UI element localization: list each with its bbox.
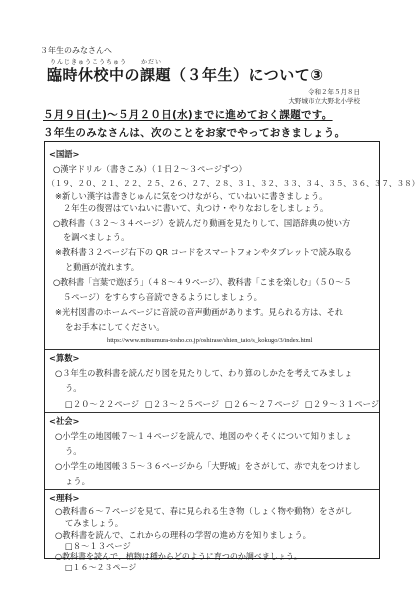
section-divider [45,412,379,413]
dictionary-item-line2: を調べましょう。 [63,232,130,242]
kanji-drill-pages: （１９、２０、２１、２２、２５、２６、２７、２８、３１、３２、３３、３４、３５、３６、３７、３８） [47,179,420,188]
section-science-header: <理科> [49,493,80,503]
science-check-1[interactable]: □８～１３ページ [65,541,131,551]
map-item-line1: ○小学生の地図帳７～１４ページを読んで、地図のやくそくについて知りましょ [55,431,353,441]
kanji-drill-item: ○漢字ドリル（書きこみ）（１日２～３ページずつ） [53,164,247,174]
section-divider [45,349,379,350]
audio-note-line1: ※光村図書のホームページに音読の音声動画があります。見られる方は、それ [55,307,344,317]
section-social-header: <社会> [49,416,80,426]
map-item-line2: う。 [65,446,82,456]
division-item-line1: ○３年生の教科書を読んだり図を見たりして、わり算のしかたを考えてみましょ [55,368,353,378]
math-check-4[interactable]: □２９～３１ページ [305,399,380,409]
kanji-note-1: ※新しい漢字は書きじゅんに気をつけながら、ていねいに書きましょう。 [55,191,328,201]
onojo-item-line1: ○小学生の地図帳３５～３６ページから「大野城」をさがして、赤で丸をつけまし [55,461,361,471]
math-check-3[interactable]: □２６～２７ページ [225,399,300,409]
dictionary-item-line1: ○教科書（３２～３４ページ）を読んだり動画を見たりして、国語辞典の使い方 [53,218,351,228]
title-ruby: りんじきゅうこうちゅう かだい [50,59,163,66]
section-divider [45,489,379,490]
onojo-item-line2: ょう。 [65,476,90,486]
spring-creatures-line2: てみましょう。 [65,518,124,528]
issue-date: 令和２年５月８日 [308,88,360,96]
assignment-box [44,141,420,572]
lead-period: ５月９日(土)～５月２０日(水)までに進めておく課題です。 [43,109,333,121]
mitsumura-link[interactable]: https://www.mitsumura-tosho.co.jp/oshirase/shien_taio/s_kokugo/3/index.html [107,337,313,344]
audio-note-line2: をお手本にしてください。 [65,322,165,332]
greeting: ３年生のみなさんへ [40,46,112,55]
section-japanese-header: <国語> [49,149,80,159]
kanji-note-2: ２年生の復習はていねいに書いて、丸つけ・やりなおしをしましょう。 [63,203,329,213]
science-check-2[interactable]: □１６～２３ページ [65,563,137,572]
school-name: 大野城市立大野北小学校 [288,97,360,105]
qr-note-line1: ※教科書３２ページ右下の QR コードをスマートフォンやタブレットで読み取る [55,247,352,257]
spring-creatures-line1: ○教科書６～７ページを見て、春に見られる生き物（しょく物や動物）をさがし [55,506,353,516]
qr-note-line2: と動画が流れます。 [65,262,140,272]
section-math-header: <算数> [49,353,80,363]
lead-instruction: ３年生のみなさんは、次のことをお家でやっておきましょう。 [43,127,346,139]
reading-item-line2: ５ページ）をすらすら音読できるようにしましょう。 [63,292,262,302]
science-intro-item: ○教科書を読んで、これからの理科の学習の進め方を知りましょう。 [55,530,311,540]
plant-growth-item: ○教科書を読んで、植物は種からどのように育つのか調べましょう。 [55,552,302,561]
math-check-1[interactable]: □２０～２２ページ [65,399,140,409]
division-item-line2: う。 [65,383,82,393]
page-title: 臨時休校中の課題（３年生）について③ [47,66,324,84]
reading-item-line1: ○教科書「言葉で遊ぼう」（４８～４９ページ）、教科書「こまを楽しむ」（５０～５ [53,277,352,287]
math-check-2[interactable]: □２３～２５ページ [145,399,220,409]
